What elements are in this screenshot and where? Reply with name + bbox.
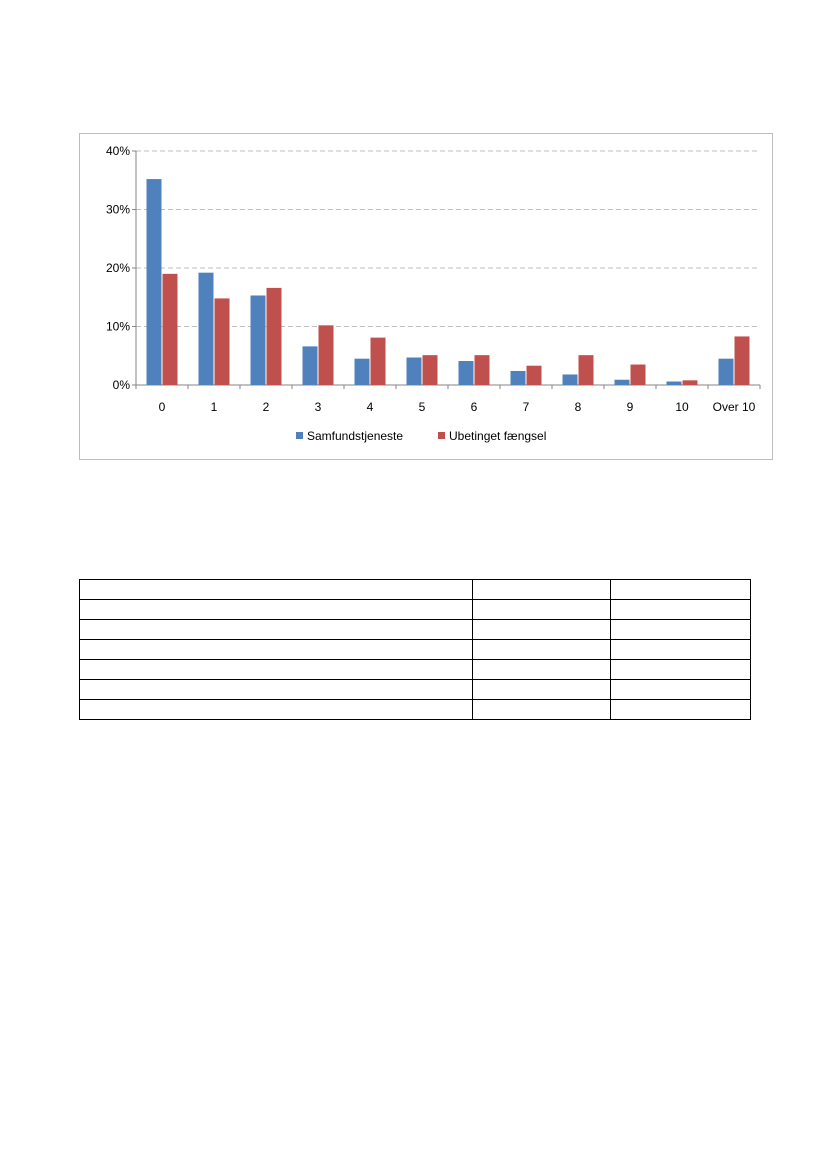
empty-table (79, 579, 751, 720)
legend-swatch (296, 432, 303, 439)
legend-label: Ubetinget fængsel (449, 429, 547, 443)
x-tick-label: 3 (314, 400, 322, 414)
bar-samfundstjeneste (615, 380, 630, 385)
table-cell (473, 700, 611, 720)
y-tick-label: 0% (112, 378, 130, 392)
table-cell (473, 680, 611, 700)
x-tick-label: 1 (210, 400, 218, 414)
table-cell (473, 660, 611, 680)
x-tick-label: 0 (158, 400, 166, 414)
table-container (79, 579, 750, 720)
x-tick-label: 2 (262, 400, 270, 414)
bar-ubetinget-faengsel (475, 355, 490, 385)
table-row (80, 700, 751, 720)
bar-samfundstjeneste (355, 359, 370, 385)
table-row (80, 580, 751, 600)
table-cell (473, 580, 611, 600)
chart-frame (79, 133, 773, 460)
table-cell (611, 600, 751, 620)
bar-ubetinget-faengsel (527, 366, 542, 385)
x-tick-label: 9 (626, 400, 634, 414)
table-cell (80, 640, 473, 660)
bar-ubetinget-faengsel (163, 274, 178, 385)
y-tick-label: 20% (105, 261, 130, 275)
table-cell (611, 700, 751, 720)
table-row (80, 660, 751, 680)
table-cell (611, 680, 751, 700)
bar-samfundstjeneste (459, 361, 474, 385)
bar-samfundstjeneste (563, 374, 578, 385)
table-cell (80, 600, 473, 620)
bar-ubetinget-faengsel (319, 325, 334, 385)
bar-samfundstjeneste (511, 371, 526, 385)
x-tick-label: 10 (675, 400, 689, 414)
table-cell (473, 600, 611, 620)
table-cell (80, 580, 473, 600)
bar-ubetinget-faengsel (631, 365, 646, 385)
bar-ubetinget-faengsel (579, 355, 594, 385)
y-tick-label: 30% (105, 202, 130, 217)
y-tick-label: 40% (105, 144, 130, 158)
bar-samfundstjeneste (147, 179, 162, 385)
bar-samfundstjeneste (667, 381, 682, 385)
legend-label: Samfundstjeneste (307, 429, 404, 443)
table-cell (80, 660, 473, 680)
bar-samfundstjeneste (719, 359, 734, 385)
table-cell (473, 620, 611, 640)
table-row (80, 620, 751, 640)
table-row (80, 680, 751, 700)
table-cell (611, 620, 751, 640)
bar-samfundstjeneste (199, 273, 214, 385)
table-cell (611, 660, 751, 680)
bar-ubetinget-faengsel (267, 288, 282, 385)
bar-ubetinget-faengsel (683, 380, 698, 385)
bar-chart (80, 134, 774, 461)
x-tick-label: 5 (418, 400, 426, 414)
x-tick-label: 7 (522, 400, 530, 414)
table-cell (80, 620, 473, 640)
bar-samfundstjeneste (407, 358, 422, 385)
bar-ubetinget-faengsel (423, 355, 438, 385)
table-cell (80, 680, 473, 700)
x-tick-label: 8 (574, 400, 582, 414)
table-cell (473, 640, 611, 660)
table-cell (611, 640, 751, 660)
table-row (80, 600, 751, 620)
legend-swatch (438, 432, 445, 439)
bar-ubetinget-faengsel (215, 298, 230, 385)
bar-ubetinget-faengsel (371, 338, 386, 385)
table-cell (611, 580, 751, 600)
table-cell (80, 700, 473, 720)
table-row (80, 640, 751, 660)
x-tick-label: 4 (366, 400, 374, 414)
y-tick-label: 10% (105, 319, 130, 334)
bar-samfundstjeneste (251, 295, 266, 385)
bar-samfundstjeneste (303, 346, 318, 385)
x-tick-label: 6 (470, 400, 478, 414)
x-tick-label: Over 10 (712, 400, 756, 414)
bar-ubetinget-faengsel (735, 336, 750, 385)
